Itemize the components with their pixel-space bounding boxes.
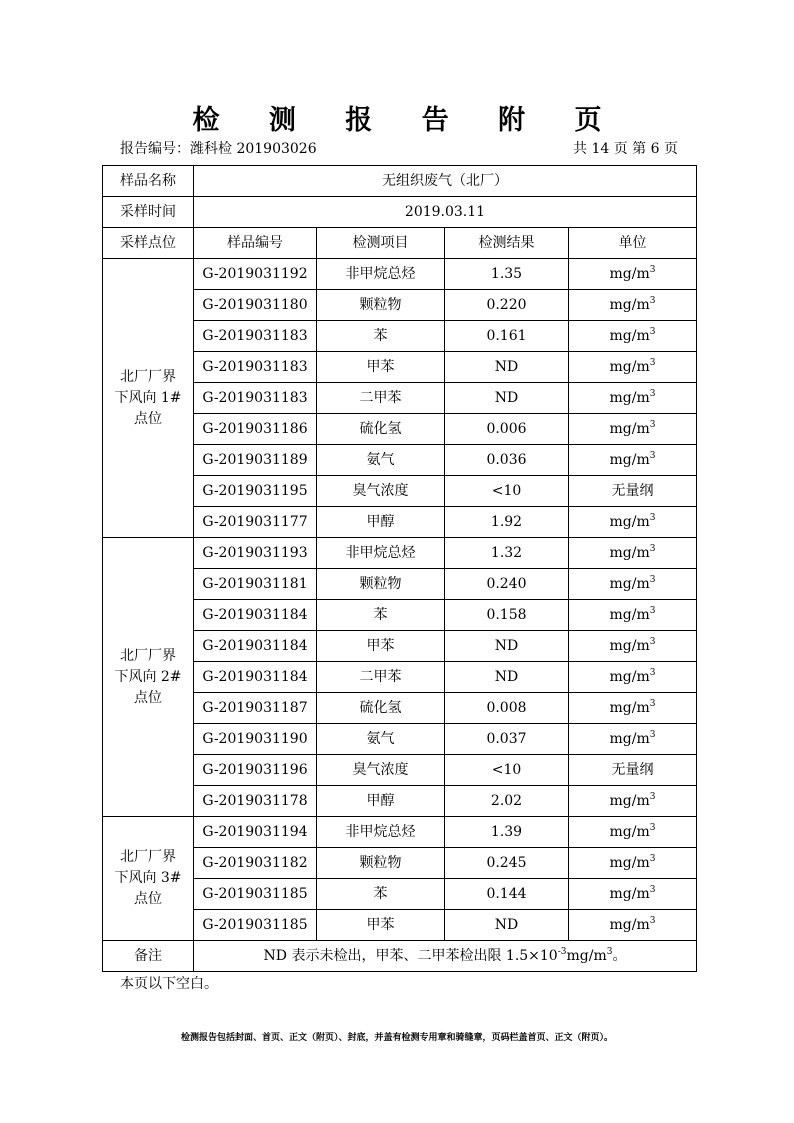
sample-point-line: 点位 xyxy=(134,689,162,706)
sample-no-cell: G-2019031195 xyxy=(194,476,317,507)
sample-time-label: 采样时间 xyxy=(103,197,194,228)
blank-note: 本页以下空白。 xyxy=(120,976,218,992)
unit-exponent: 3 xyxy=(649,885,656,895)
sample-no-cell: G-2019031190 xyxy=(194,724,317,755)
unit-exponent: 3 xyxy=(649,730,656,740)
unit-base: mg/m xyxy=(609,576,650,592)
unit-base: mg/m xyxy=(609,793,650,809)
item-cell: 颗粒物 xyxy=(317,569,445,600)
unit-base: mg/m xyxy=(609,607,650,623)
result-cell: 1.32 xyxy=(445,538,569,569)
unit-base: mg/m xyxy=(609,669,650,685)
item-cell: 苯 xyxy=(317,600,445,631)
sample-no-cell: G-2019031185 xyxy=(194,910,317,941)
header-result: 检测结果 xyxy=(445,228,569,259)
result-cell: 1.92 xyxy=(445,507,569,538)
remark-part: 3 xyxy=(606,947,613,957)
unit-exponent: 3 xyxy=(649,389,656,399)
unit-cell xyxy=(569,507,697,538)
page-title: 检 测 报 告 附 页 xyxy=(192,105,622,136)
sample-no-cell: G-2019031181 xyxy=(194,569,317,600)
unit-exponent: 3 xyxy=(649,668,656,678)
result-cell: 0.006 xyxy=(445,414,569,445)
result-cell: ND xyxy=(445,631,569,662)
unit-base: mg/m xyxy=(609,359,650,375)
unit-exponent: 3 xyxy=(649,854,656,864)
item-cell: 硫化氢 xyxy=(317,414,445,445)
remark-label: 备注 xyxy=(103,941,194,972)
sample-no-cell: G-2019031189 xyxy=(194,445,317,476)
unit-cell xyxy=(569,693,697,724)
item-cell: 硫化氢 xyxy=(317,693,445,724)
result-cell: ND xyxy=(445,352,569,383)
sample-no-cell: G-2019031193 xyxy=(194,538,317,569)
unit-base: mg/m xyxy=(609,638,650,654)
unit-base: mg/m xyxy=(609,297,650,313)
item-cell: 甲醇 xyxy=(317,786,445,817)
unit-base: mg/m xyxy=(609,731,650,747)
unit-cell: 无量纲 xyxy=(569,476,697,507)
item-cell: 非甲烷总烃 xyxy=(317,259,445,290)
item-cell: 颗粒物 xyxy=(317,290,445,321)
sample-no-cell: G-2019031186 xyxy=(194,414,317,445)
unit-exponent: 3 xyxy=(649,327,656,337)
page-info: 共 14 页 第 6 页 xyxy=(573,141,678,157)
report-meta xyxy=(112,138,678,158)
unit-cell xyxy=(569,321,697,352)
header-item: 检测项目 xyxy=(317,228,445,259)
unit-cell xyxy=(569,538,697,569)
sample-point-line: 下风向 2# xyxy=(114,668,182,685)
unit-base: mg/m xyxy=(609,328,650,344)
unit-base: mg/m xyxy=(609,452,650,468)
result-cell: 0.144 xyxy=(445,879,569,910)
unit-exponent: 3 xyxy=(649,606,656,616)
header-sample-no: 样品编号 xyxy=(194,228,317,259)
unit-exponent: 3 xyxy=(649,823,656,833)
header-unit: 单位 xyxy=(569,228,697,259)
result-cell: 1.39 xyxy=(445,817,569,848)
unit-cell: 无量纲 xyxy=(569,755,697,786)
unit-cell xyxy=(569,662,697,693)
item-cell: 甲苯 xyxy=(317,631,445,662)
unit-exponent: 3 xyxy=(649,544,656,554)
sample-no-cell: G-2019031192 xyxy=(194,259,317,290)
result-cell: 2.02 xyxy=(445,786,569,817)
footer-note: 检测报告包括封面、首页、正文（附页）、封底，并盖有检测专用章和骑缝章，页码栏盖首页、正文（附页）。 xyxy=(180,1033,613,1043)
sample-point-line: 下风向 3# xyxy=(114,870,182,886)
sample-point-line: 点位 xyxy=(134,891,162,907)
sample-point-cell xyxy=(103,817,194,941)
unit-cell xyxy=(569,259,697,290)
sample-no-cell: G-2019031178 xyxy=(194,786,317,817)
unit-exponent: 3 xyxy=(649,699,656,709)
unit-exponent: 3 xyxy=(649,513,656,523)
sample-time-value: 2019.03.11 xyxy=(194,197,697,228)
unit-cell xyxy=(569,786,697,817)
unit-cell xyxy=(569,848,697,879)
unit-cell xyxy=(569,910,697,941)
sample-point-line: 北厂厂界 xyxy=(120,647,176,664)
unit-cell xyxy=(569,600,697,631)
unit-exponent: 3 xyxy=(649,420,656,430)
item-cell: 甲苯 xyxy=(317,352,445,383)
result-cell: 0.240 xyxy=(445,569,569,600)
unit-cell xyxy=(569,631,697,662)
unit-cell xyxy=(569,383,697,414)
unit-base: mg/m xyxy=(609,917,650,933)
remark-text xyxy=(194,941,697,972)
sample-no-cell: G-2019031183 xyxy=(194,383,317,414)
sample-point-line: 下风向 1# xyxy=(114,389,182,406)
unit-base: mg/m xyxy=(609,266,650,282)
unit-base: mg/m xyxy=(609,886,650,902)
item-cell: 甲苯 xyxy=(317,910,445,941)
result-cell: 0.245 xyxy=(445,848,569,879)
header-sample-point: 采样点位 xyxy=(103,228,194,259)
item-cell: 臭气浓度 xyxy=(317,755,445,786)
sample-no-cell: G-2019031180 xyxy=(194,290,317,321)
sample-no-cell: G-2019031194 xyxy=(194,817,317,848)
result-cell: 0.037 xyxy=(445,724,569,755)
sample-point-line: 北厂厂界 xyxy=(120,849,176,865)
item-cell: 苯 xyxy=(317,321,445,352)
sample-name-value: 无组织废气（北厂） xyxy=(194,166,697,197)
item-cell: 甲醇 xyxy=(317,507,445,538)
item-cell: 二甲苯 xyxy=(317,662,445,693)
table-row xyxy=(103,259,697,290)
result-cell: 1.35 xyxy=(445,259,569,290)
result-cell: 0.158 xyxy=(445,600,569,631)
report-number: 报告编号：潍科检 201903026 xyxy=(120,141,317,157)
sample-no-cell: G-2019031184 xyxy=(194,600,317,631)
remark-part: mg/m xyxy=(566,948,607,964)
unit-base: mg/m xyxy=(609,824,650,840)
result-cell: ND xyxy=(445,910,569,941)
unit-cell xyxy=(569,879,697,910)
sample-no-cell: G-2019031183 xyxy=(194,321,317,352)
result-cell: <10 xyxy=(445,476,569,507)
unit-cell xyxy=(569,290,697,321)
sample-point-line: 北厂厂界 xyxy=(120,368,176,385)
unit-cell xyxy=(569,817,697,848)
unit-base: mg/m xyxy=(609,514,650,530)
remark-part: -3 xyxy=(557,947,567,957)
item-cell: 臭气浓度 xyxy=(317,476,445,507)
sample-no-cell: G-2019031182 xyxy=(194,848,317,879)
result-cell: <10 xyxy=(445,755,569,786)
item-cell: 非甲烷总烃 xyxy=(317,538,445,569)
unit-cell xyxy=(569,445,697,476)
header-row xyxy=(103,228,697,259)
result-cell: 0.008 xyxy=(445,693,569,724)
unit-exponent: 3 xyxy=(649,916,656,926)
sample-no-cell: G-2019031177 xyxy=(194,507,317,538)
sample-time-row xyxy=(103,197,697,228)
unit-exponent: 3 xyxy=(649,792,656,802)
item-cell: 非甲烷总烃 xyxy=(317,817,445,848)
remark-row xyxy=(103,941,697,972)
unit-base: mg/m xyxy=(609,421,650,437)
table-row xyxy=(103,538,697,569)
item-cell: 二甲苯 xyxy=(317,383,445,414)
remark-part: ND 表示未检出，甲苯、二甲苯检出限 1.5×10 xyxy=(263,948,558,964)
remark-part: 。 xyxy=(612,948,627,964)
sample-no-cell: G-2019031183 xyxy=(194,352,317,383)
unit-exponent: 3 xyxy=(649,296,656,306)
unit-cell xyxy=(569,352,697,383)
item-cell: 苯 xyxy=(317,879,445,910)
sample-point-cell xyxy=(103,538,194,817)
unit-cell xyxy=(569,414,697,445)
item-cell: 氨气 xyxy=(317,445,445,476)
result-cell: 0.220 xyxy=(445,290,569,321)
unit-base: mg/m xyxy=(609,545,650,561)
unit-exponent: 3 xyxy=(649,358,656,368)
result-cell: ND xyxy=(445,662,569,693)
result-cell: 0.036 xyxy=(445,445,569,476)
unit-cell xyxy=(569,724,697,755)
sample-no-cell: G-2019031196 xyxy=(194,755,317,786)
results-table xyxy=(102,165,697,972)
unit-exponent: 3 xyxy=(649,265,656,275)
unit-cell xyxy=(569,569,697,600)
unit-base: mg/m xyxy=(609,855,650,871)
sample-no-cell: G-2019031184 xyxy=(194,662,317,693)
unit-exponent: 3 xyxy=(649,451,656,461)
sample-no-cell: G-2019031185 xyxy=(194,879,317,910)
unit-exponent: 3 xyxy=(649,637,656,647)
unit-base: mg/m xyxy=(609,700,650,716)
sample-name-label: 样品名称 xyxy=(103,166,194,197)
sample-no-cell: G-2019031187 xyxy=(194,693,317,724)
sample-point-line: 点位 xyxy=(134,410,162,427)
result-cell: ND xyxy=(445,383,569,414)
item-cell: 颗粒物 xyxy=(317,848,445,879)
item-cell: 氨气 xyxy=(317,724,445,755)
sample-no-cell: G-2019031184 xyxy=(194,631,317,662)
unit-base: mg/m xyxy=(609,390,650,406)
sample-point-cell xyxy=(103,259,194,538)
table-row xyxy=(103,817,697,848)
unit-exponent: 3 xyxy=(649,575,656,585)
sample-name-row xyxy=(103,166,697,197)
result-cell: 0.161 xyxy=(445,321,569,352)
